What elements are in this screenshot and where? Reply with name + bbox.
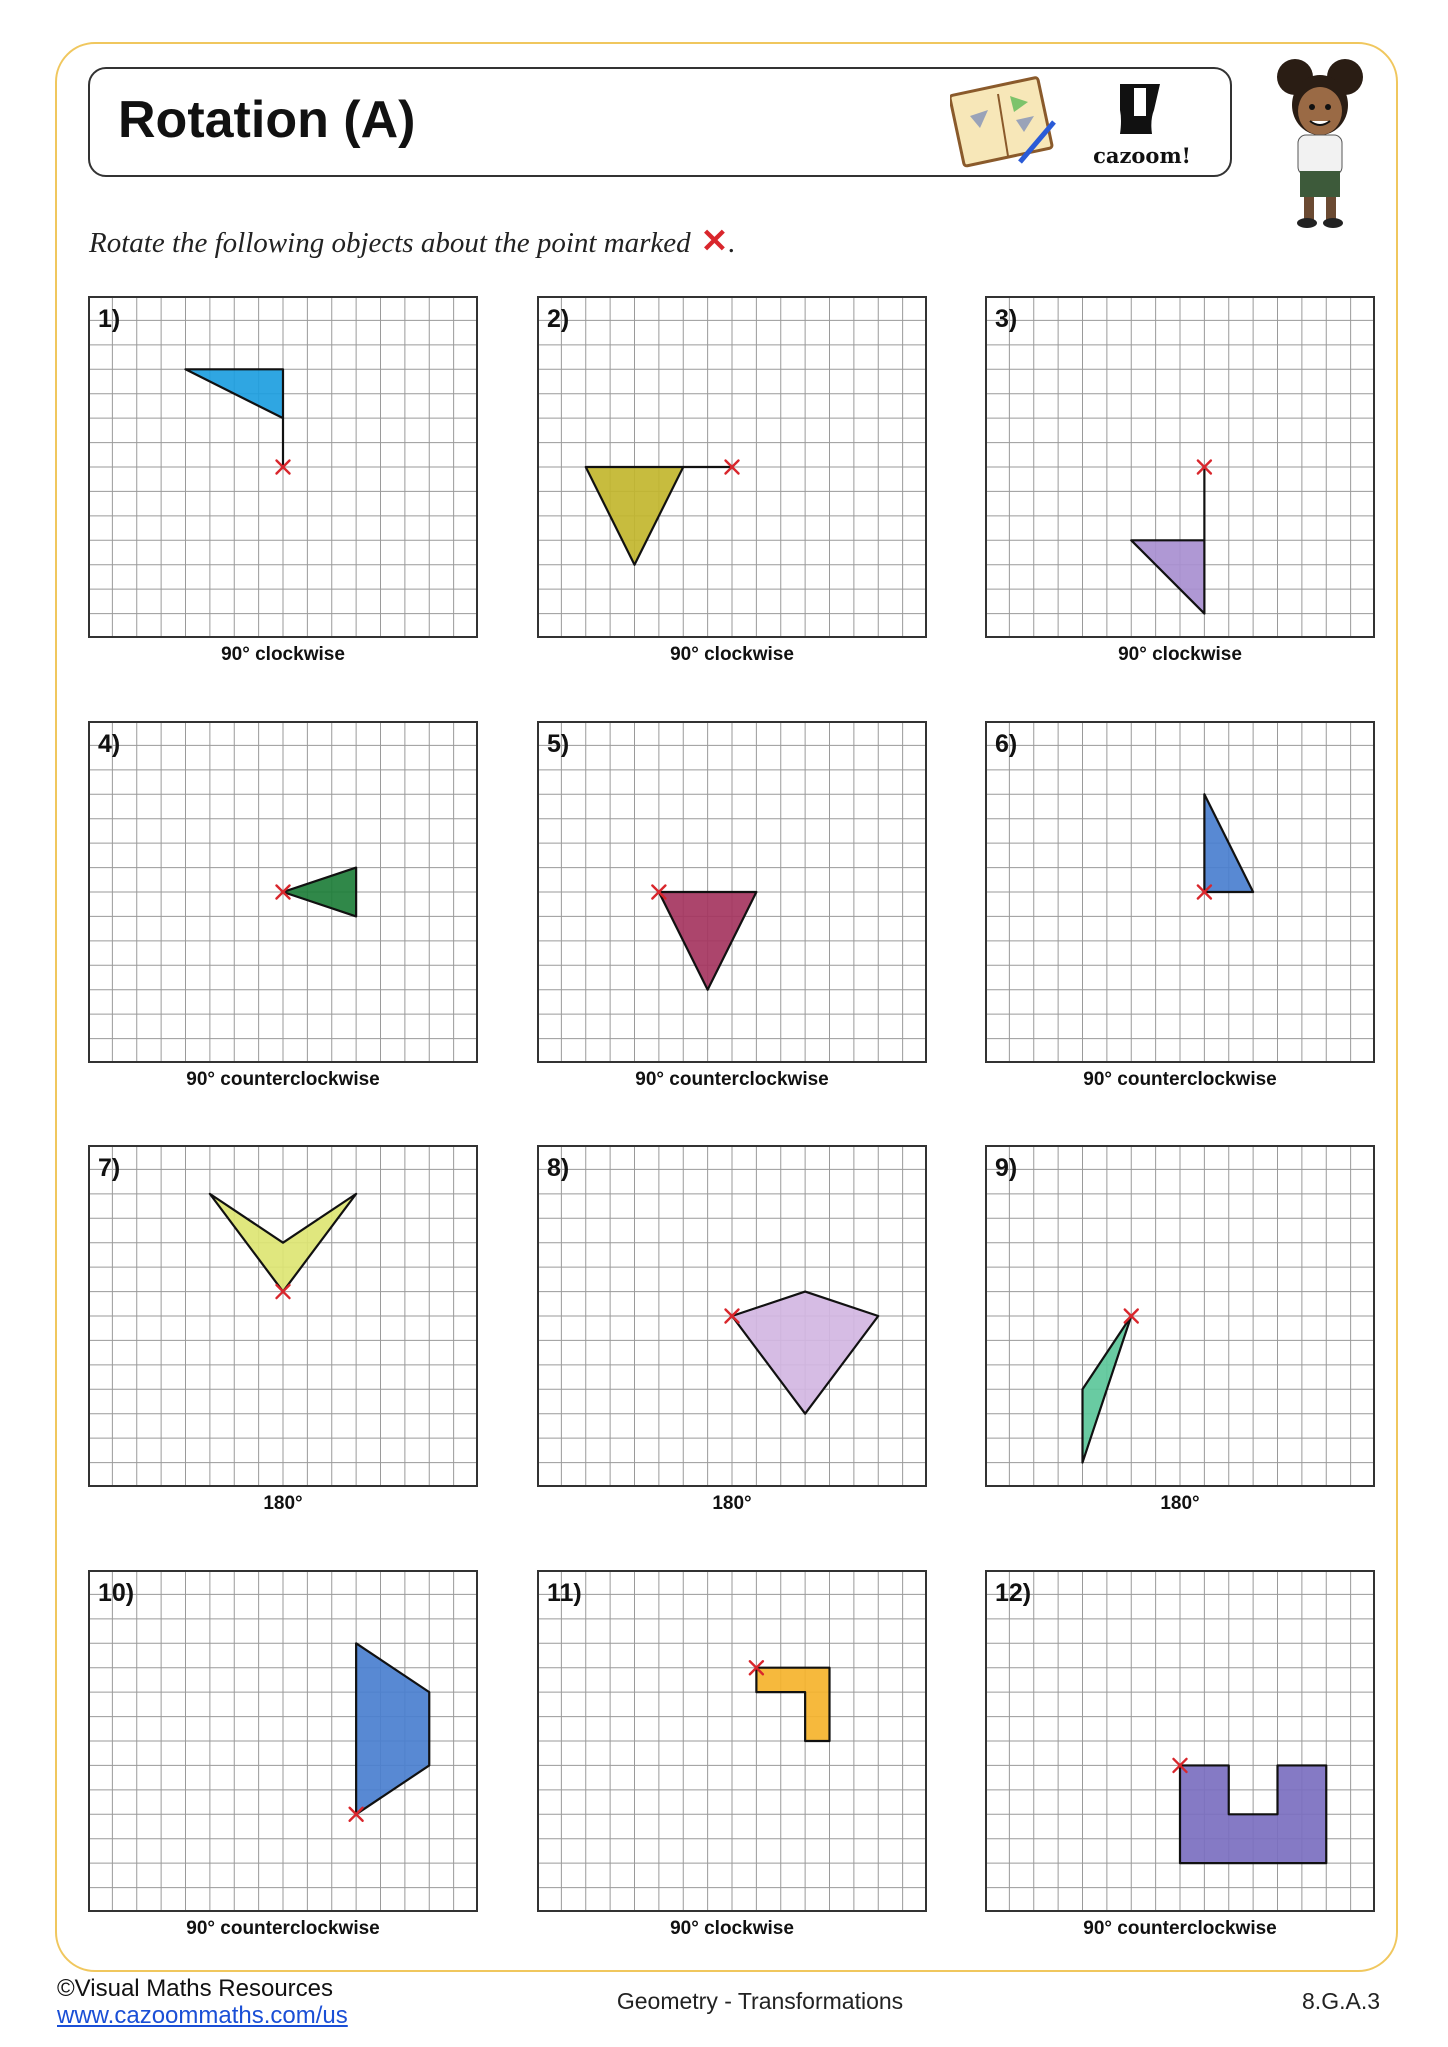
footer-code: 8.G.A.3 (1302, 1988, 1380, 2014)
rotation-caption: 180° (712, 1493, 752, 1514)
instruction-end: . (728, 227, 736, 259)
problem-number: 6) (995, 730, 1018, 758)
problem-number: 7) (98, 1154, 121, 1182)
rotation-caption: 90° counterclockwise (635, 1069, 829, 1090)
problem-grid (88, 296, 478, 638)
problem-number: 2) (547, 305, 570, 333)
problem-number: 1) (98, 305, 121, 333)
problem-grid (537, 1145, 927, 1487)
problem-8 (537, 1145, 927, 1515)
problem-4 (88, 721, 478, 1091)
problem-grid (537, 721, 927, 1063)
shape (732, 1292, 878, 1414)
rotation-caption: 90° counterclockwise (1083, 1069, 1277, 1090)
rotation-caption: 180° (263, 1493, 303, 1514)
page-title: Rotation (A) (118, 91, 416, 149)
footer-left (57, 1975, 348, 2029)
problem-grid (537, 296, 927, 638)
problem-grid (88, 721, 478, 1063)
mascot-icon (1260, 55, 1380, 230)
problem-5 (537, 721, 927, 1091)
shape (356, 1643, 429, 1814)
instruction-label: Rotate the following objects about the point marked (89, 227, 691, 259)
notebook-icon (950, 76, 1062, 170)
problem-number: 4) (98, 730, 121, 758)
rotation-caption: 90° counterclockwise (1083, 1918, 1277, 1939)
problem-12 (985, 1570, 1375, 1940)
problem-number: 11) (547, 1579, 582, 1607)
problem-grid (985, 1570, 1375, 1912)
problem-number: 8) (547, 1154, 570, 1182)
rotation-caption: 90° counterclockwise (186, 1069, 380, 1090)
problem-number: 3) (995, 305, 1018, 333)
problem-3 (985, 296, 1375, 666)
problem-2 (537, 296, 927, 666)
problem-11 (537, 1570, 927, 1940)
problem-number: 10) (98, 1579, 135, 1607)
problem-number: 9) (995, 1154, 1018, 1182)
problem-9 (985, 1145, 1375, 1515)
instruction-text (89, 221, 736, 261)
problem-grid (985, 1145, 1375, 1487)
problem-grid (985, 721, 1375, 1063)
rotation-caption: 90° clockwise (670, 644, 794, 665)
rotation-caption: 90° clockwise (1118, 644, 1242, 665)
cross-marker-icon: ✕ (700, 224, 729, 260)
rotation-caption: 90° clockwise (670, 1918, 794, 1939)
problem-7 (88, 1145, 478, 1515)
problem-1 (88, 296, 478, 666)
footer-url-link[interactable]: www.cazoommaths.com/us (57, 2002, 348, 2029)
shape (283, 868, 356, 917)
problem-grid (985, 296, 1375, 638)
problem-grid (88, 1145, 478, 1487)
problem-number: 12) (995, 1579, 1032, 1607)
problem-grid (88, 1570, 478, 1912)
footer-topic: Geometry - Transformations (616, 1988, 904, 2014)
problem-6 (985, 721, 1375, 1091)
problem-10 (88, 1570, 478, 1940)
rotation-caption: 90° counterclockwise (186, 1918, 380, 1939)
rotation-caption: 180° (1160, 1493, 1200, 1514)
brand-text: cazoom! (1093, 143, 1191, 168)
footer-copyright: ©Visual Maths Resources (57, 1975, 334, 2002)
shape (1131, 540, 1204, 613)
problem-number: 5) (547, 730, 570, 758)
rotation-caption: 90° clockwise (221, 644, 345, 665)
shape (756, 1668, 829, 1741)
problem-grid (537, 1570, 927, 1912)
